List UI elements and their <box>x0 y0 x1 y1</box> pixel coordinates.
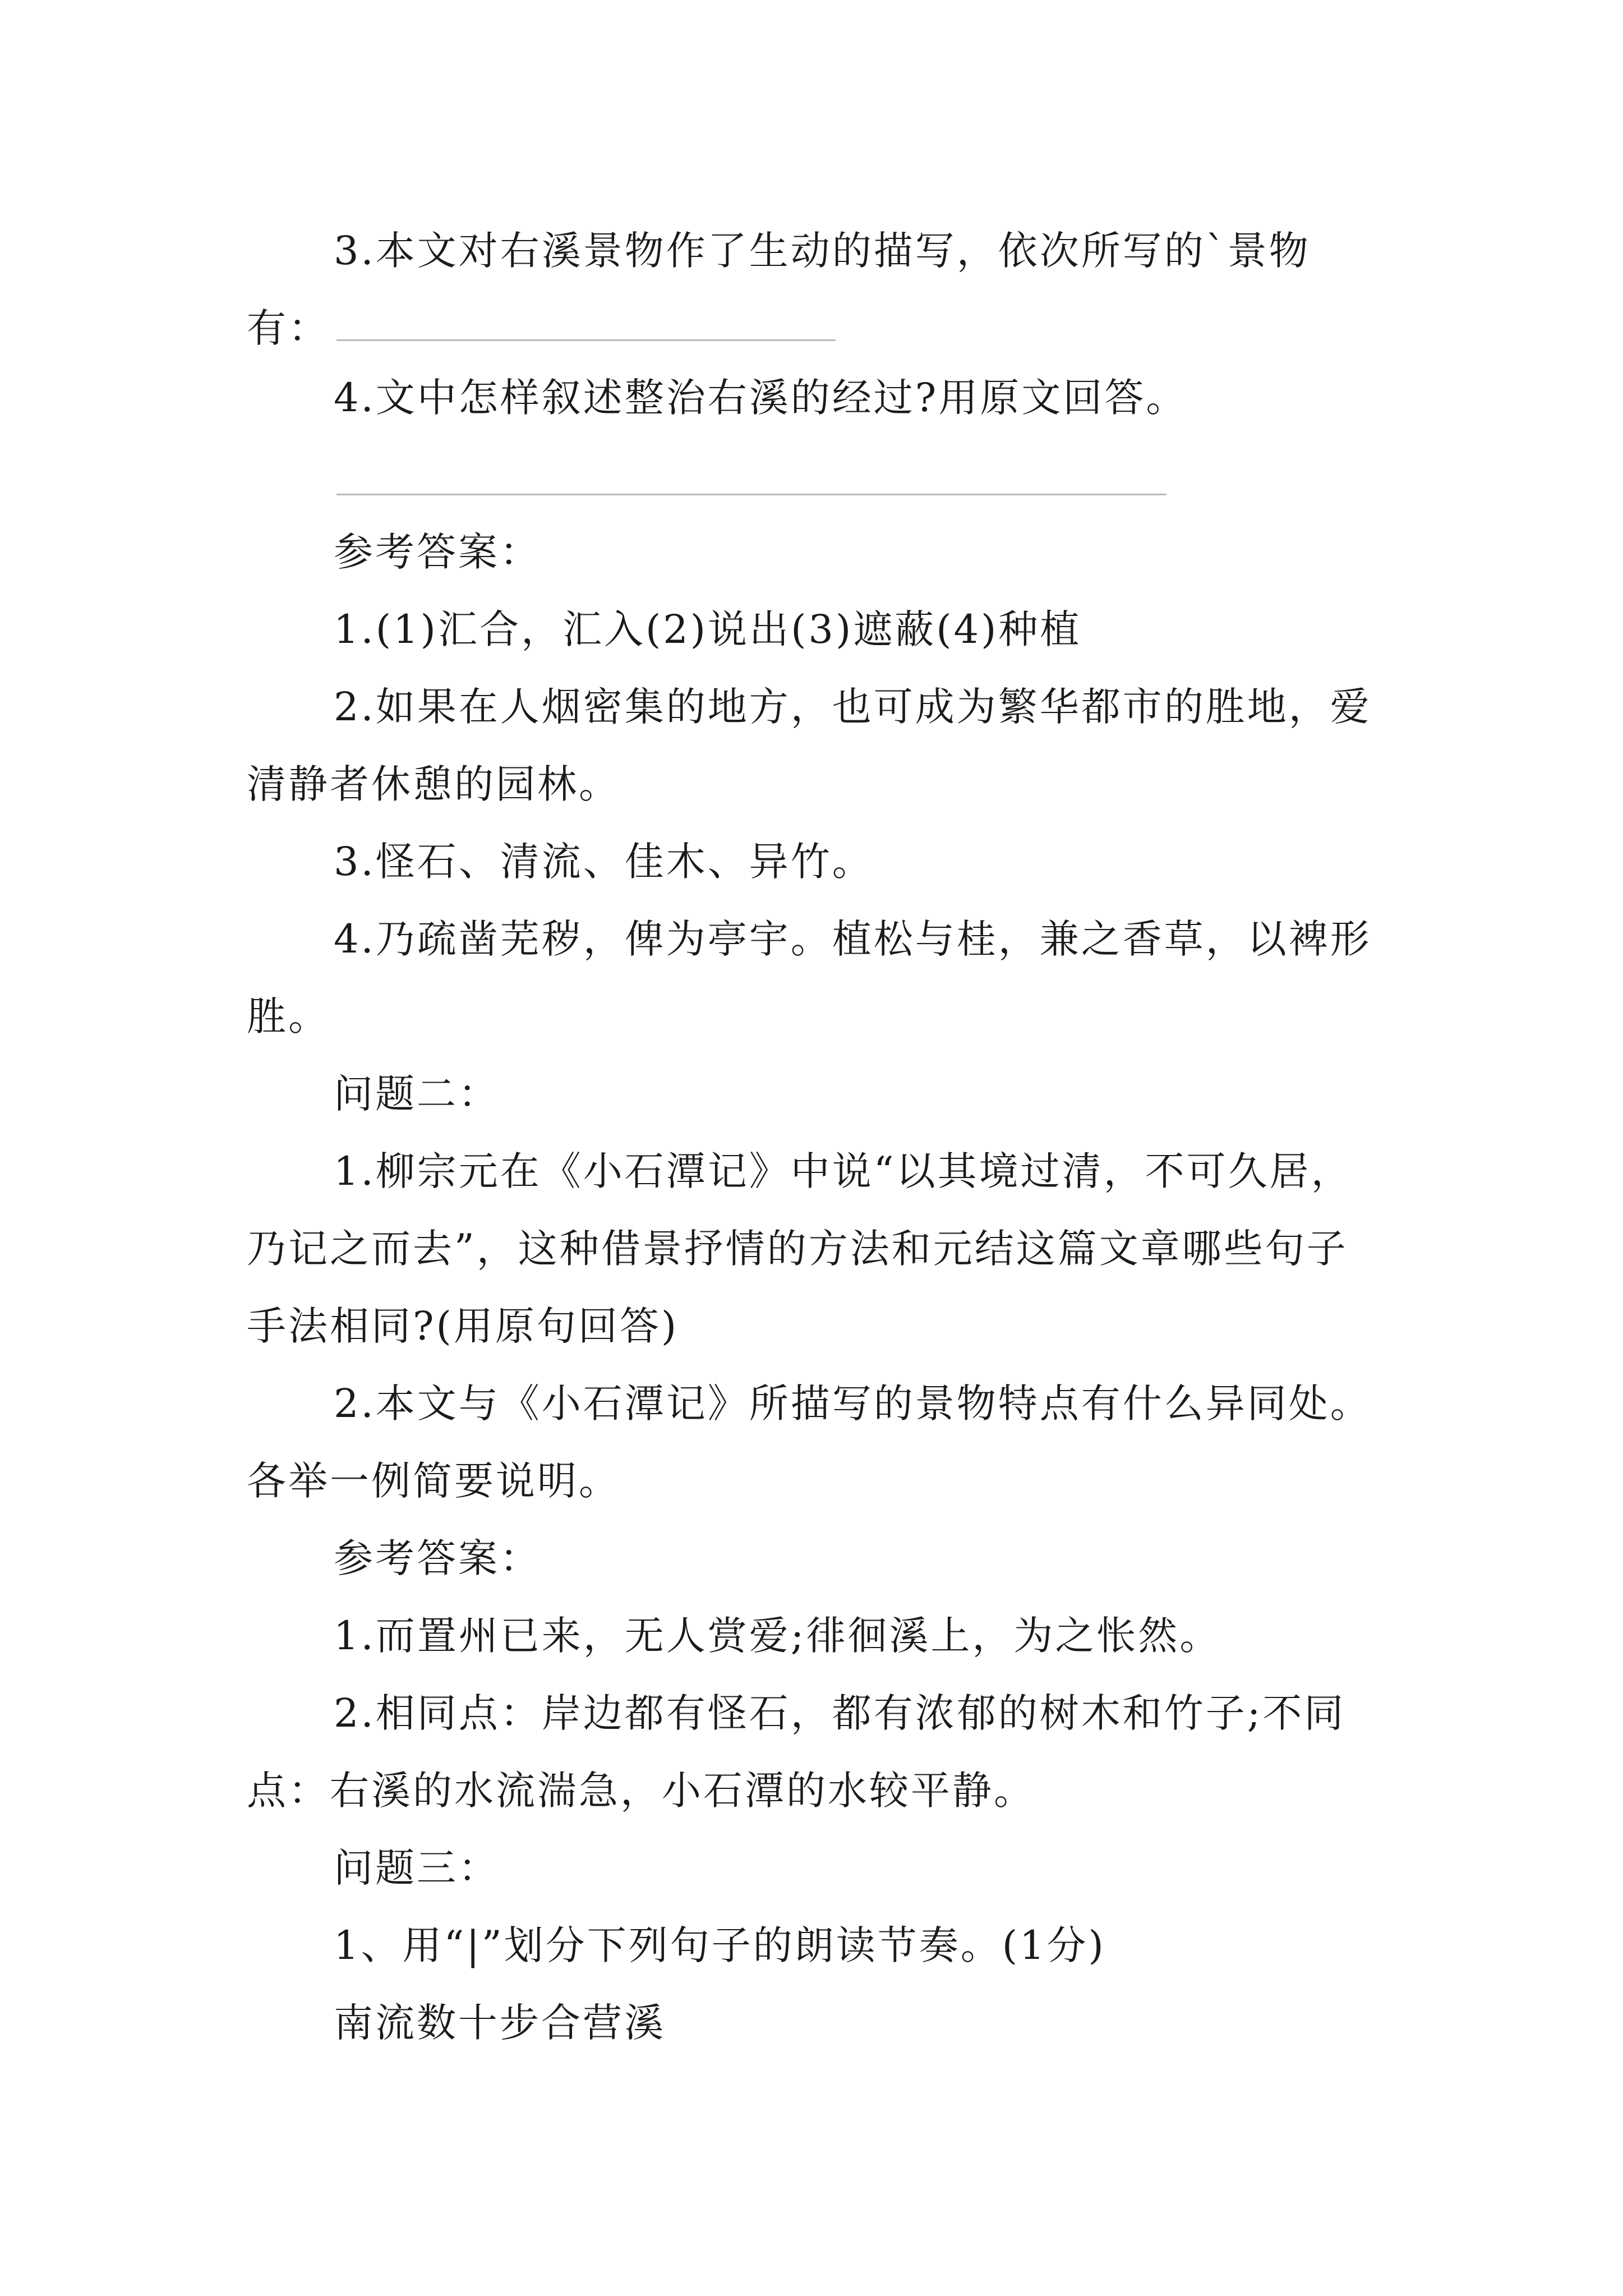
question-two-1: 1.柳宗元在《小石潭记》中说“以其境过清，不可久居，乃记之而去”，这种借景抒情的方法和元结这篇文章哪些句子手法相同?(用原句回答) <box>247 1148 1353 1349</box>
question-3: 3.本文对右溪景物作了生动的描写，依次所写的`景物有： <box>247 228 1311 351</box>
answer-1: 1.(1)汇合，汇入(2)说出(3)遮蔽(4)种植 <box>334 606 1082 652</box>
answer-two-1: 1.而置州已来，无人赏爱;徘徊溪上，为之怅然。 <box>334 1613 1221 1659</box>
answer-blank-line-2 <box>336 494 1166 495</box>
answer-3: 3.怪石、清流、佳木、异竹。 <box>334 839 874 885</box>
question-4: 4.文中怎样叙述整治右溪的经过?用原文回答。 <box>334 375 1188 421</box>
question-two-heading: 问题二： <box>334 1071 500 1117</box>
answer-blank-line-1 <box>336 339 836 341</box>
reference-answer-heading: 参考答案： <box>334 529 541 575</box>
question-three-1: 1、用“|”划分下列句子的朗读节奏。(1分) <box>334 1922 1106 1968</box>
answer-two-2: 2.相同点：岸边都有怪石，都有浓郁的树木和竹子;不同点：右溪的水流湍急，小石潭的水较平静。 <box>247 1690 1346 1814</box>
question-three-sentence: 南流数十步合营溪 <box>334 2000 666 2046</box>
answer-2: 2.如果在人烟密集的地方，也可成为繁华都市的胜地，爱清静者休憩的园林。 <box>247 684 1372 807</box>
reference-answer-heading-2: 参考答案： <box>334 1535 541 1581</box>
question-two-2: 2.本文与《小石潭记》所描写的景物特点有什么异同处。各举一例简要说明。 <box>247 1381 1372 1504</box>
question-three-heading: 问题三： <box>334 1845 500 1891</box>
answer-4: 4.乃疏凿芜秽，俾为亭宇。植松与桂，兼之香草，以裨形胜。 <box>247 916 1372 1039</box>
